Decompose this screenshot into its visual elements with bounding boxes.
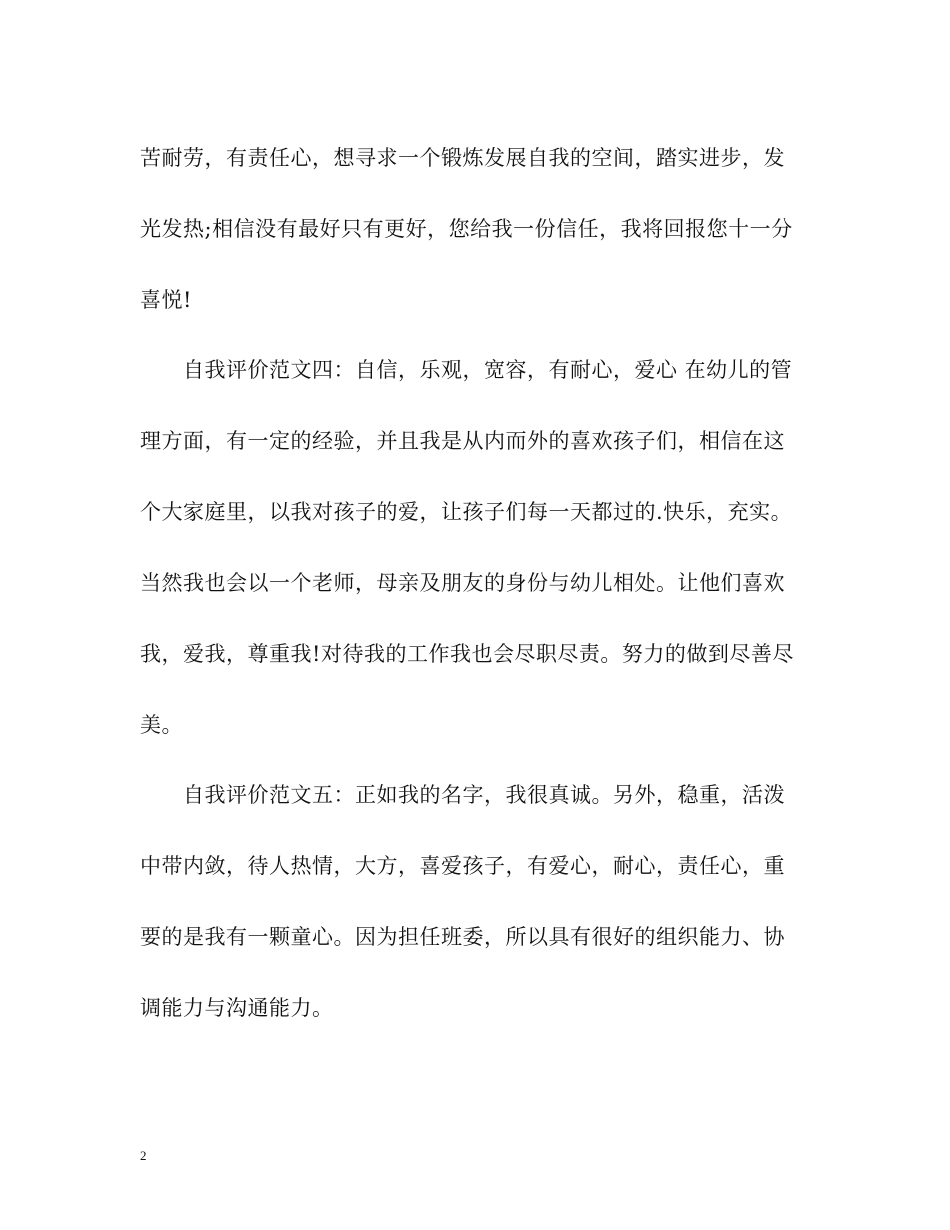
- text-line: 喜悦!: [140, 288, 192, 312]
- text-line: 个大家庭里，以我对孩子的爱，让孩子们每一天都过的.快乐，充实。: [140, 500, 793, 524]
- text-line: 当然我也会以一个老师，母亲及朋友的身份与幼儿相处。让他们喜欢: [140, 571, 785, 595]
- paragraph-start-line: 自我评价范文五：正如我的名字，我很真诚。另外，稳重，活泼: [183, 783, 785, 807]
- text-line: 中带内敛，待人热情，大方，喜爱孩子，有爱心，耐心，责任心，重: [140, 854, 785, 878]
- text-line: 理方面，有一定的经验，并且我是从内而外的喜欢孩子们，相信在这: [140, 429, 785, 453]
- text-line: 光发热;相信没有最好只有更好，您给我一份信任，我将回报您十一分: [140, 217, 793, 241]
- paragraph-start-line: 自我评价范文四：自信，乐观，宽容，有耐心，爱心 在幼儿的管: [183, 358, 793, 382]
- text-line: 苦耐劳，有责任心，想寻求一个锻炼发展自我的空间，踏实进步，发: [140, 146, 785, 170]
- text-line: 调能力与沟通能力。: [140, 996, 334, 1020]
- text-line: 要的是我有一颗童心。因为担任班委，所以具有很好的组织能力、协: [140, 925, 785, 949]
- text-line: 美。: [140, 713, 183, 737]
- text-line: 我，爱我，尊重我!对待我的工作我也会尽职尽责。努力的做到尽善尽: [140, 642, 794, 666]
- page-number: 2: [140, 1148, 147, 1163]
